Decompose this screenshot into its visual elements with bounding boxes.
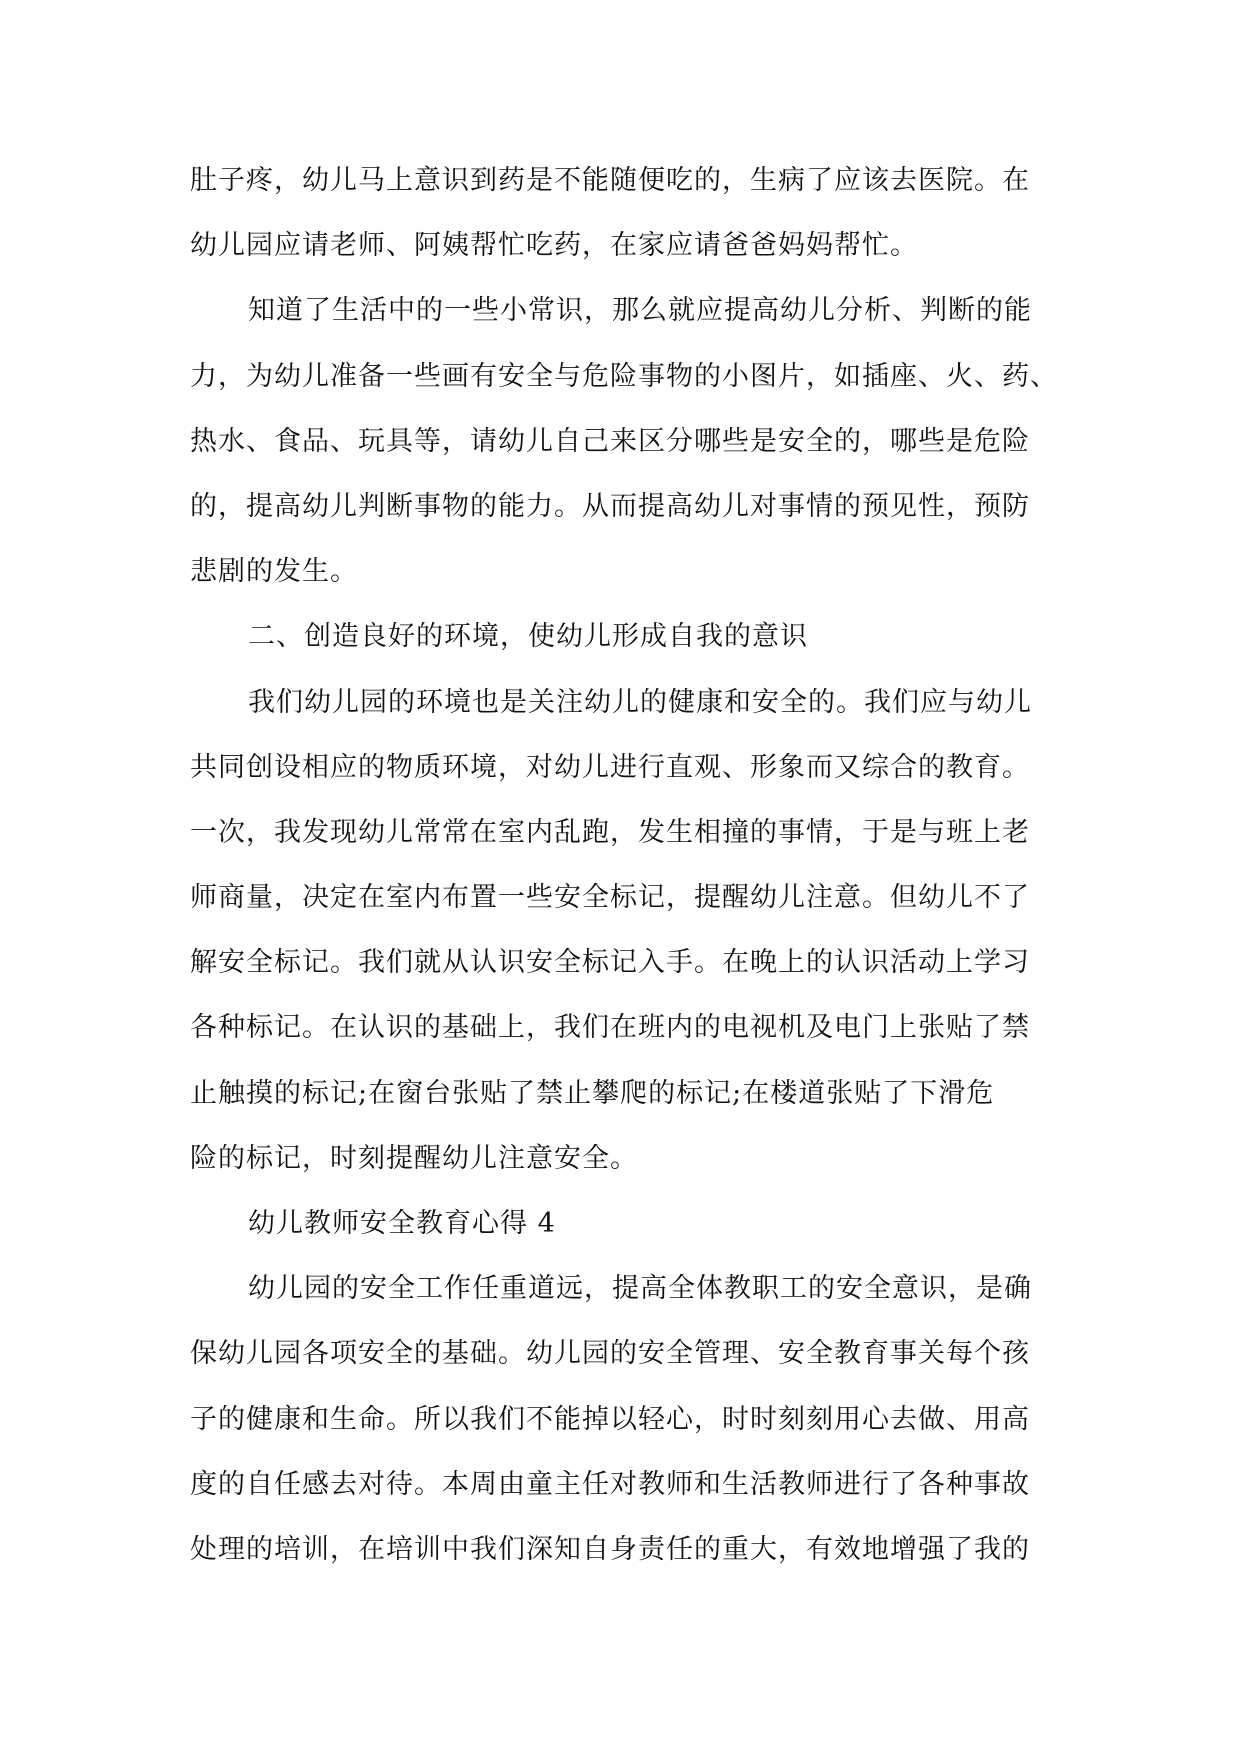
text-line: 保幼儿园各项安全的基础。幼儿园的安全管理、安全教育事关每个孩: [190, 1338, 1030, 1370]
section-heading: 二、创造良好的环境，使幼儿形成自我的意识: [248, 621, 808, 653]
text-line: 师商量，决定在室内布置一些安全标记，提醒幼儿注意。但幼儿不了: [190, 882, 1030, 914]
text-line: 解安全标记。我们就从认识安全标记入手。在晚上的认识活动上学习: [190, 947, 1030, 979]
text-line: 止触摸的标记;在窗台张贴了禁止攀爬的标记;在楼道张贴了下滑危: [190, 1077, 995, 1109]
text-line: 肚子疼，幼儿马上意识到药是不能随便吃的，生病了应该去医院。在: [190, 165, 1030, 196]
document-body: [190, 148, 1058, 1582]
paragraph-start-line: 我们幼儿园的环境也是关注幼儿的健康和安全的。我们应与幼儿: [248, 686, 1032, 718]
text-line: 处理的培训，在培训中我们深知自身责任的重大，有效地增强了我的: [190, 1533, 1030, 1565]
text-line: 的，提高幼儿判断事物的能力。从而提高幼儿对事情的预见性，预防: [190, 490, 1030, 522]
paragraph-start-line: 知道了生活中的一些小常识，那么就应提高幼儿分析、判断的能: [248, 295, 1032, 327]
text-line: 悲剧的发生。: [190, 556, 358, 588]
text-line: 幼儿园应请老师、阿姨帮忙吃药，在家应请爸爸妈妈帮忙。: [190, 230, 918, 262]
paragraph-start-line: 幼儿园的安全工作任重道远，提高全体教职工的安全意识，是确: [248, 1273, 1032, 1305]
text-line: 力，为幼儿准备一些画有安全与危险事物的小图片，如插座、火、药、: [190, 360, 1058, 392]
text-line: 各种标记。在认识的基础上，我们在班内的电视机及电门上张贴了禁: [190, 1012, 1030, 1044]
article-title: 幼儿教师安全教育心得 4: [248, 1208, 556, 1239]
text-line: 子的健康和生命。所以我们不能掉以轻心，时时刻刻用心去做、用高: [190, 1403, 1030, 1435]
text-line: 险的标记，时刻提醒幼儿注意安全。: [190, 1142, 638, 1174]
text-line: 度的自任感去对待。本周由童主任对教师和生活教师进行了各种事故: [190, 1468, 1030, 1500]
text-line: 一次，我发现幼儿常常在室内乱跑，发生相撞的事情，于是与班上老: [190, 816, 1030, 848]
text-line: 共同创设相应的物质环境，对幼儿进行直观、形象而又综合的教育。: [190, 751, 1030, 783]
text-line: 热水、食品、玩具等，请幼儿自己来区分哪些是安全的，哪些是危险: [190, 425, 1030, 457]
